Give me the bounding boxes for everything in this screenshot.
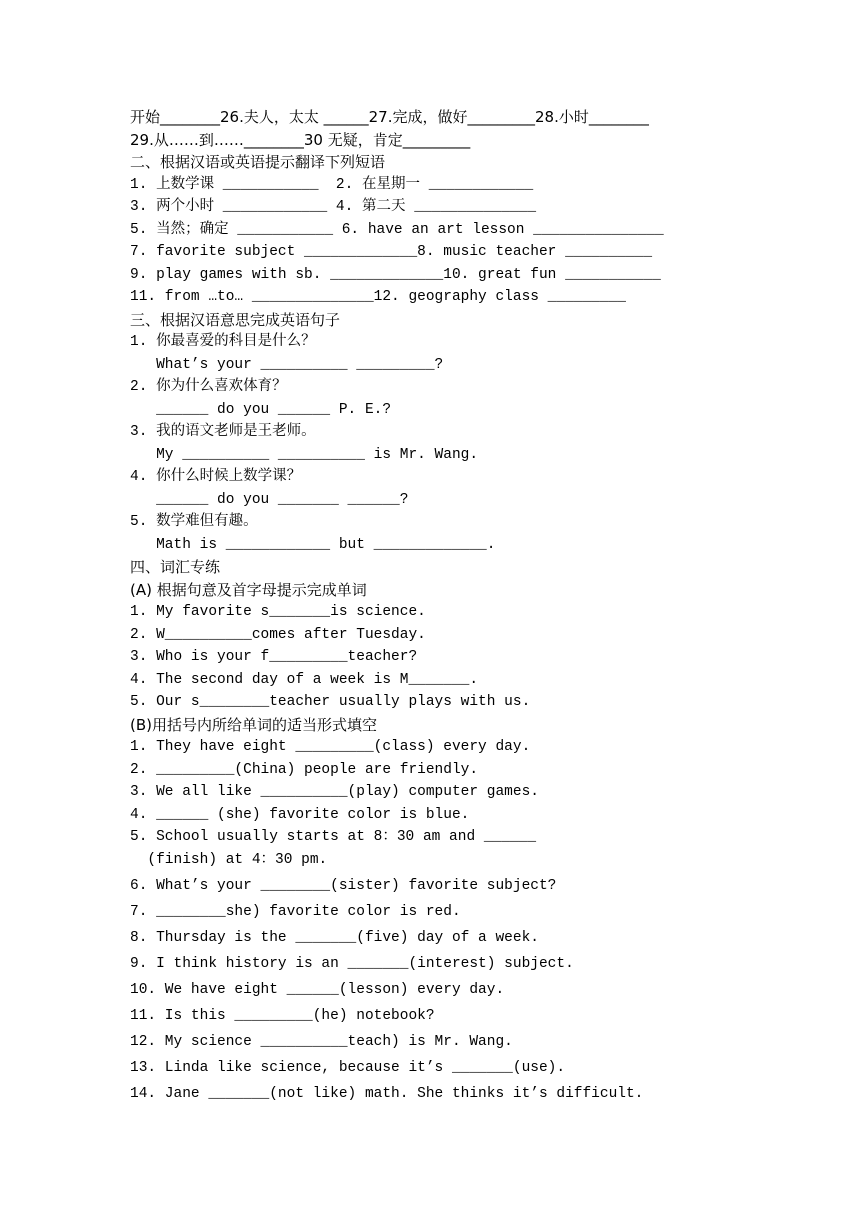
- sentence-prompt: 1. 你最喜爱的科目是什么？: [130, 334, 316, 350]
- phrase-row: 3. 两个小时 ____________ 4. 第二天 ______________: [130, 199, 537, 215]
- sentence-blank: ______ do you _______ ______?: [130, 492, 409, 508]
- part-b-item: 5. School usually starts at 8：30 am and ______: [130, 829, 537, 845]
- phrase-row: 9. play games with sb. _____________10. great fun ___________: [130, 267, 661, 283]
- sentence-blank: ______ do you ______ P. E.?: [130, 402, 392, 418]
- phrase-row: 1. 上数学课 ___________ 2. 在星期一 ____________: [130, 177, 534, 193]
- part-b-item: 1. They have eight _________(class) every day.: [130, 739, 531, 755]
- part-b-item: 9. I think history is an _______(interest) subject.: [130, 956, 574, 972]
- part-b-item: 8. Thursday is the _______(five) day of a week.: [130, 930, 539, 946]
- part-b-item: 12. My science __________teach) is Mr. Wang.: [130, 1034, 513, 1050]
- sentence-blank: My __________ __________ is Mr. Wang.: [130, 447, 479, 463]
- part-b-item: 11. Is this _________(he) notebook?: [130, 1008, 435, 1024]
- vocab-line-26-28: 开始________26.夫人，太太 ______27.完成，做好_________28.小时________: [130, 108, 649, 126]
- part-b-item: 6. What’s your ________(sister) favorite subject?: [130, 878, 557, 894]
- phrase-row: 7. favorite subject _____________8. music teacher __________: [130, 244, 653, 260]
- sentence-prompt: 2. 你为什么喜欢体育？: [130, 379, 287, 395]
- vocab-line-29-30: 29.从……到……________30 无疑，肯定_________: [130, 131, 471, 149]
- part-a-title: (A) 根据句意及首字母提示完成单词: [130, 581, 367, 599]
- part-b-item: 2. _________(China) people are friendly.: [130, 762, 479, 778]
- sentence-blank: What’s your __________ _________?: [130, 357, 444, 373]
- part-a-item: 4. The second day of a week is M_______.: [130, 672, 479, 688]
- part-a-item: 2. W__________comes after Tuesday.: [130, 627, 426, 643]
- sentence-prompt: 3. 我的语文老师是王老师。: [130, 424, 316, 440]
- part-a-item: 5. Our s________teacher usually plays with us.: [130, 694, 531, 710]
- part-b-item: 14. Jane _______(not like) math. She thinks it’s difficult.: [130, 1086, 644, 1102]
- part-b-title: (B)用括号内所给单词的适当形式填空: [130, 716, 377, 734]
- section-2-title: 二、根据汉语或英语提示翻译下列短语: [130, 153, 386, 171]
- part-b-item-continued: (finish) at 4：30 pm.: [130, 852, 328, 868]
- part-b-item: 4. ______ (she) favorite color is blue.: [130, 807, 470, 823]
- phrase-row: 11. from …to… ______________12. geography class _________: [130, 289, 626, 305]
- section-3-title: 三、根据汉语意思完成英语句子: [130, 311, 341, 329]
- part-a-item: 3. Who is your f_________teacher?: [130, 649, 418, 665]
- part-b-item: 10. We have eight ______(lesson) every day.: [130, 982, 505, 998]
- phrase-row: 5. 当然；确定 ___________ 6. have an art lesson _______________: [130, 222, 664, 238]
- part-a-item: 1. My favorite s_______is science.: [130, 604, 426, 620]
- part-b-item: 13. Linda like science, because it’s _______(use).: [130, 1060, 566, 1076]
- sentence-blank: Math is ____________ but _____________.: [130, 537, 496, 553]
- sentence-prompt: 4. 你什么时候上数学课？: [130, 469, 302, 485]
- sentence-prompt: 5. 数学难但有趣。: [130, 514, 258, 530]
- section-4-title: 四、词汇专练: [130, 558, 221, 576]
- part-b-item: 3. We all like __________(play) computer games.: [130, 784, 539, 800]
- part-b-item: 7. ________she) favorite color is red.: [130, 904, 461, 920]
